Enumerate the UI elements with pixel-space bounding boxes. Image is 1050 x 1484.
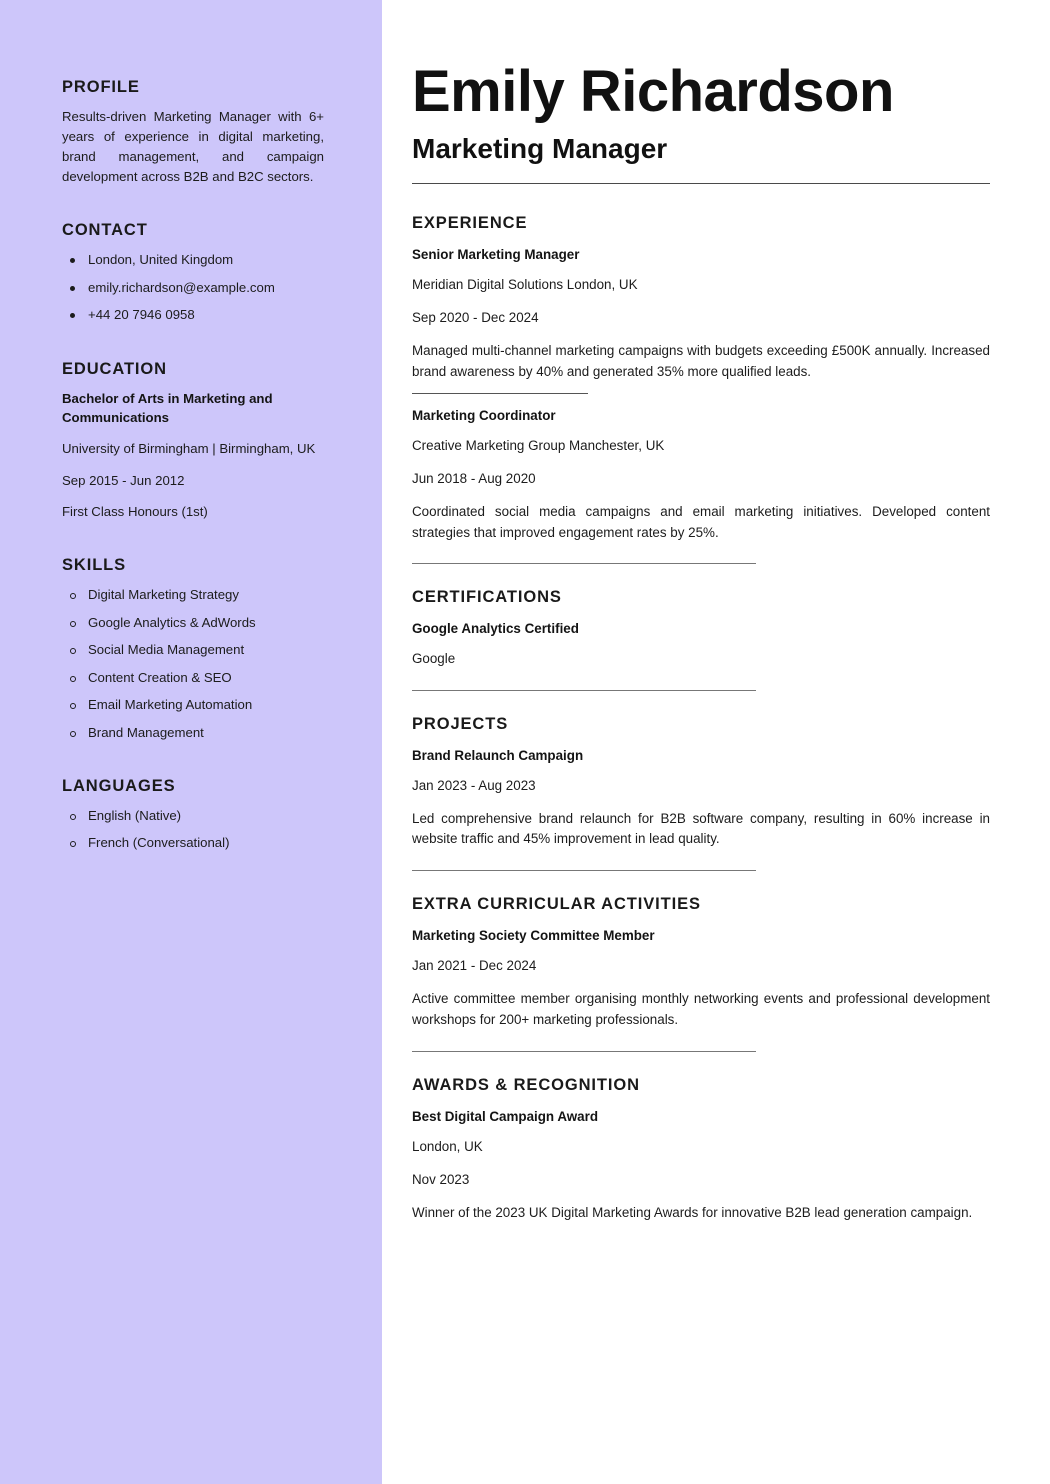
- sidebar-section-languages: [62, 777, 324, 854]
- entry-dates: Sep 2020 - Dec 2024: [412, 310, 539, 325]
- certifications-heading: CERTIFICATIONS: [412, 588, 562, 607]
- awards-heading: AWARDS & RECOGNITION: [412, 1075, 640, 1094]
- entry-divider: [412, 393, 588, 394]
- entry-title: Marketing Society Committee Member: [412, 928, 655, 944]
- entry-title: Best Digital Campaign Award: [412, 1108, 599, 1124]
- section-divider: [412, 690, 756, 691]
- education-degree: Bachelor of Arts in Marketing and Communications: [62, 390, 273, 425]
- entry-company: Creative Marketing Group Manchester, UK: [412, 437, 665, 453]
- sidebar-section-education: [62, 360, 324, 523]
- education-dates: Sep 2015 - Jun 2012: [62, 472, 185, 488]
- list-item: French (Conversational): [62, 833, 324, 853]
- entry-company: Meridian Digital Solutions London, UK: [412, 276, 638, 292]
- list-item: London, United Kingdom: [62, 250, 324, 270]
- experience-heading: EXPERIENCE: [412, 213, 528, 232]
- entry-dates: Jun 2018 - Aug 2020: [412, 470, 536, 486]
- entry-dates: Jan 2021 - Dec 2024: [412, 958, 537, 974]
- list-item: English (Native): [62, 806, 324, 826]
- section-awards: [412, 1076, 990, 1224]
- award-entry: [412, 1109, 990, 1224]
- education-honours: First Class Honours (1st): [62, 504, 208, 520]
- section-divider: [412, 563, 756, 564]
- entry-description: Coordinated social media campaigns and email marketing initiatives. Developed content strategies that improved engagement rates by 25%.: [412, 503, 990, 540]
- profile-text: Results-driven Marketing Manager with 6+ years of experience in digital marketing, brand management, and campaign development across B2B and B2C sectors.: [62, 109, 324, 185]
- skills-list: [62, 585, 324, 743]
- sidebar: [0, 0, 382, 1484]
- project-entry: [412, 748, 990, 851]
- sidebar-section-profile: [62, 78, 324, 187]
- section-certifications: [412, 588, 990, 690]
- title-divider: [412, 183, 990, 184]
- experience-entry: [412, 247, 990, 394]
- entry-issuer: Google: [412, 651, 456, 667]
- extra-curricular-heading: EXTRA CURRICULAR ACTIVITIES: [412, 895, 701, 914]
- entry-title: Google Analytics Certified: [412, 621, 579, 637]
- list-item: emily.richardson@example.com: [62, 278, 324, 298]
- entry-description: Managed multi-channel marketing campaigns with budgets exceeding £500K annually. Increased brand awareness by 40% and generated 35% more qualified leads.: [412, 343, 990, 379]
- list-item: +44 20 7946 0958: [62, 305, 324, 325]
- main-content: [382, 0, 1050, 1484]
- list-item: Email Marketing Automation: [62, 695, 324, 715]
- entry-dates: Jan 2023 - Aug 2023: [412, 777, 536, 793]
- section-experience: [412, 214, 990, 565]
- section-projects: [412, 715, 990, 872]
- entry-location: London, UK: [412, 1138, 483, 1154]
- projects-heading: PROJECTS: [412, 714, 509, 733]
- section-divider: [412, 870, 756, 871]
- entry-title: Senior Marketing Manager: [412, 246, 580, 262]
- profile-heading: PROFILE: [62, 78, 140, 96]
- sidebar-section-skills: [62, 556, 324, 743]
- page-title: Emily Richardson: [412, 59, 894, 124]
- entry-title: Marketing Coordinator: [412, 407, 556, 423]
- education-heading: EDUCATION: [62, 359, 167, 378]
- entry-description: Led comprehensive brand relaunch for B2B software company, resulting in 60% increase in website traffic and 45% improvement in lead quality.: [412, 810, 990, 847]
- experience-entry: [412, 408, 990, 544]
- sidebar-section-contact: [62, 221, 324, 325]
- languages-list: [62, 806, 324, 854]
- list-item: Google Analytics & AdWords: [62, 613, 324, 633]
- contact-list: [62, 250, 324, 325]
- extra-curricular-entry: [412, 928, 990, 1031]
- list-item: Social Media Management: [62, 640, 324, 660]
- certification-entry: [412, 621, 990, 669]
- languages-heading: LANGUAGES: [62, 777, 176, 795]
- list-item: Brand Management: [62, 723, 324, 743]
- list-item: Content Creation & SEO: [62, 668, 324, 688]
- entry-dates: Nov 2023: [412, 1171, 470, 1187]
- job-title: Marketing Manager: [412, 132, 668, 164]
- skills-heading: SKILLS: [62, 556, 127, 575]
- entry-description: Winner of the 2023 UK Digital Marketing Awards for innovative B2B lead generation campaign.: [412, 1205, 973, 1220]
- contact-heading: CONTACT: [62, 221, 148, 240]
- entry-description: Active committee member organising monthly networking events and professional development workshops for 200+ marketing professionals.: [412, 991, 990, 1028]
- section-extra-curricular: [412, 895, 990, 1052]
- list-item: Digital Marketing Strategy: [62, 585, 324, 605]
- section-divider: [412, 1051, 756, 1052]
- education-institution: University of Birmingham | Birmingham, UK: [62, 440, 316, 456]
- entry-title: Brand Relaunch Campaign: [412, 747, 584, 763]
